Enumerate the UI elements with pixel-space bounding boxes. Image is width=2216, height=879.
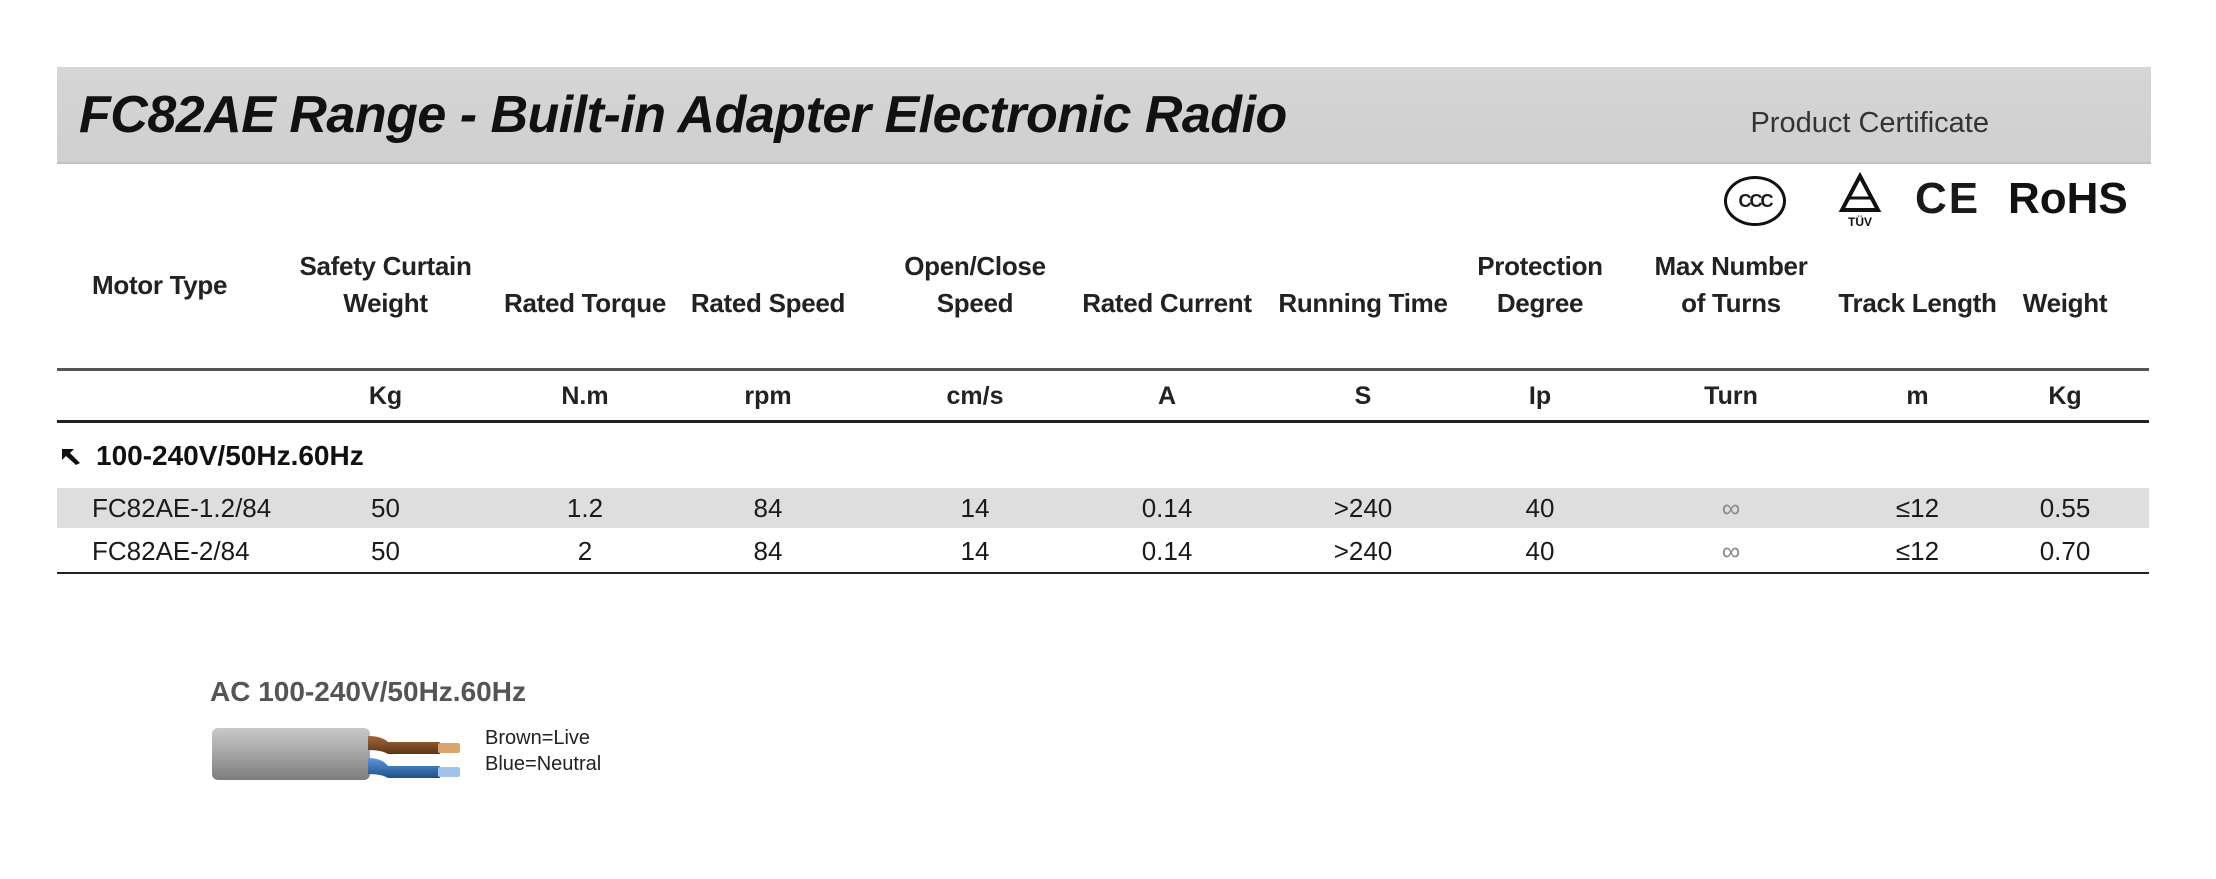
power-cable-icon [210,724,470,784]
table-row [57,531,2149,571]
cell-weight: 0.55 [2039,493,2091,523]
arrow-bullet-icon [60,445,82,467]
table-row [57,488,2149,528]
brown-wire-label: Brown=Live [485,727,591,749]
col-header-max-turns: Max Number of Turns [1654,251,1808,318]
title-banner [57,67,2151,164]
col-header-safety-curtain-weight: Safety Curtain Weight [299,251,472,318]
unit-kg: Kg [368,382,403,410]
col-header-track-length: Track Length [1838,288,1997,318]
cell-motor-type: FC82AE-1.2/84 [92,493,272,523]
cell-rated-torque: 1.2 [566,493,604,523]
unit-m: m [1906,382,1929,410]
cell-rated-speed: 84 [753,536,783,566]
col-header-running-time: Running Time [1278,288,1448,318]
unit-turn: Turn [1704,382,1758,410]
product-certificate-label: Product Certificate [1750,107,1989,139]
voltage-group-heading: 100-240V/50Hz.60Hz [60,440,364,472]
cell-open-close-speed: 14 [960,493,990,523]
cell-rated-torque: 2 [577,536,593,566]
cell-open-close-speed: 14 [960,536,990,566]
certificate-icons [1720,172,2128,232]
col-header-open-close-speed: Open/Close Speed [904,251,1046,318]
cell-rated-speed: 84 [753,493,783,523]
cell-max-turns: ∞ [1721,493,1741,523]
cell-running-time: >240 [1333,493,1393,523]
col-header-weight: Weight [2022,288,2108,318]
ccc-icon: CCC [1724,176,1786,226]
unit-cms: cm/s [946,382,1004,410]
cell-rated-current: 0.14 [1141,536,1193,566]
cell-weight: 0.70 [2039,536,2091,566]
tuv-icon [1830,172,1890,228]
wire-color-legend [485,725,601,777]
unit-s: S [1354,382,1372,410]
cell-max-turns: ∞ [1721,536,1741,566]
cell-running-time: >240 [1333,536,1393,566]
cell-safety-weight: 50 [371,493,400,523]
wiring-title: AC 100-240V/50Hz.60Hz [210,676,526,707]
cell-protection-degree: 40 [1525,493,1555,523]
cell-protection-degree: 40 [1525,536,1555,566]
col-header-rated-current: Rated Current [1082,288,1252,318]
cell-track-length: ≤12 [1895,536,1940,566]
ce-icon: CE [1915,174,1981,223]
col-header-rated-speed: Rated Speed [690,288,846,318]
cell-track-length: ≤12 [1895,493,1940,523]
cell-motor-type: FC82AE-2/84 [92,536,250,566]
unit-a: A [1157,382,1177,410]
header-divider [57,368,2149,371]
unit-rpm: rpm [744,382,792,410]
tuv-text: TÜV [1848,215,1872,228]
table-bottom-rule [57,572,2149,574]
col-header-protection-degree: Protection Degree [1477,251,1603,318]
units-divider [57,420,2149,423]
cell-safety-weight: 50 [371,536,400,566]
rohs-icon: RoHS [2008,174,2128,223]
page-title: FC82AE Range - Built-in Adapter Electronic Radio [79,86,1287,144]
unit-weight-kg: Kg [2048,382,2082,410]
unit-nm: N.m [561,382,609,410]
cell-rated-current: 0.14 [1141,493,1193,523]
col-header-rated-torque: Rated Torque [503,288,667,318]
blue-wire-label: Blue=Neutral [485,753,602,775]
col-header-motor-type: Motor Type [92,269,228,300]
unit-ip: Ip [1528,382,1552,410]
